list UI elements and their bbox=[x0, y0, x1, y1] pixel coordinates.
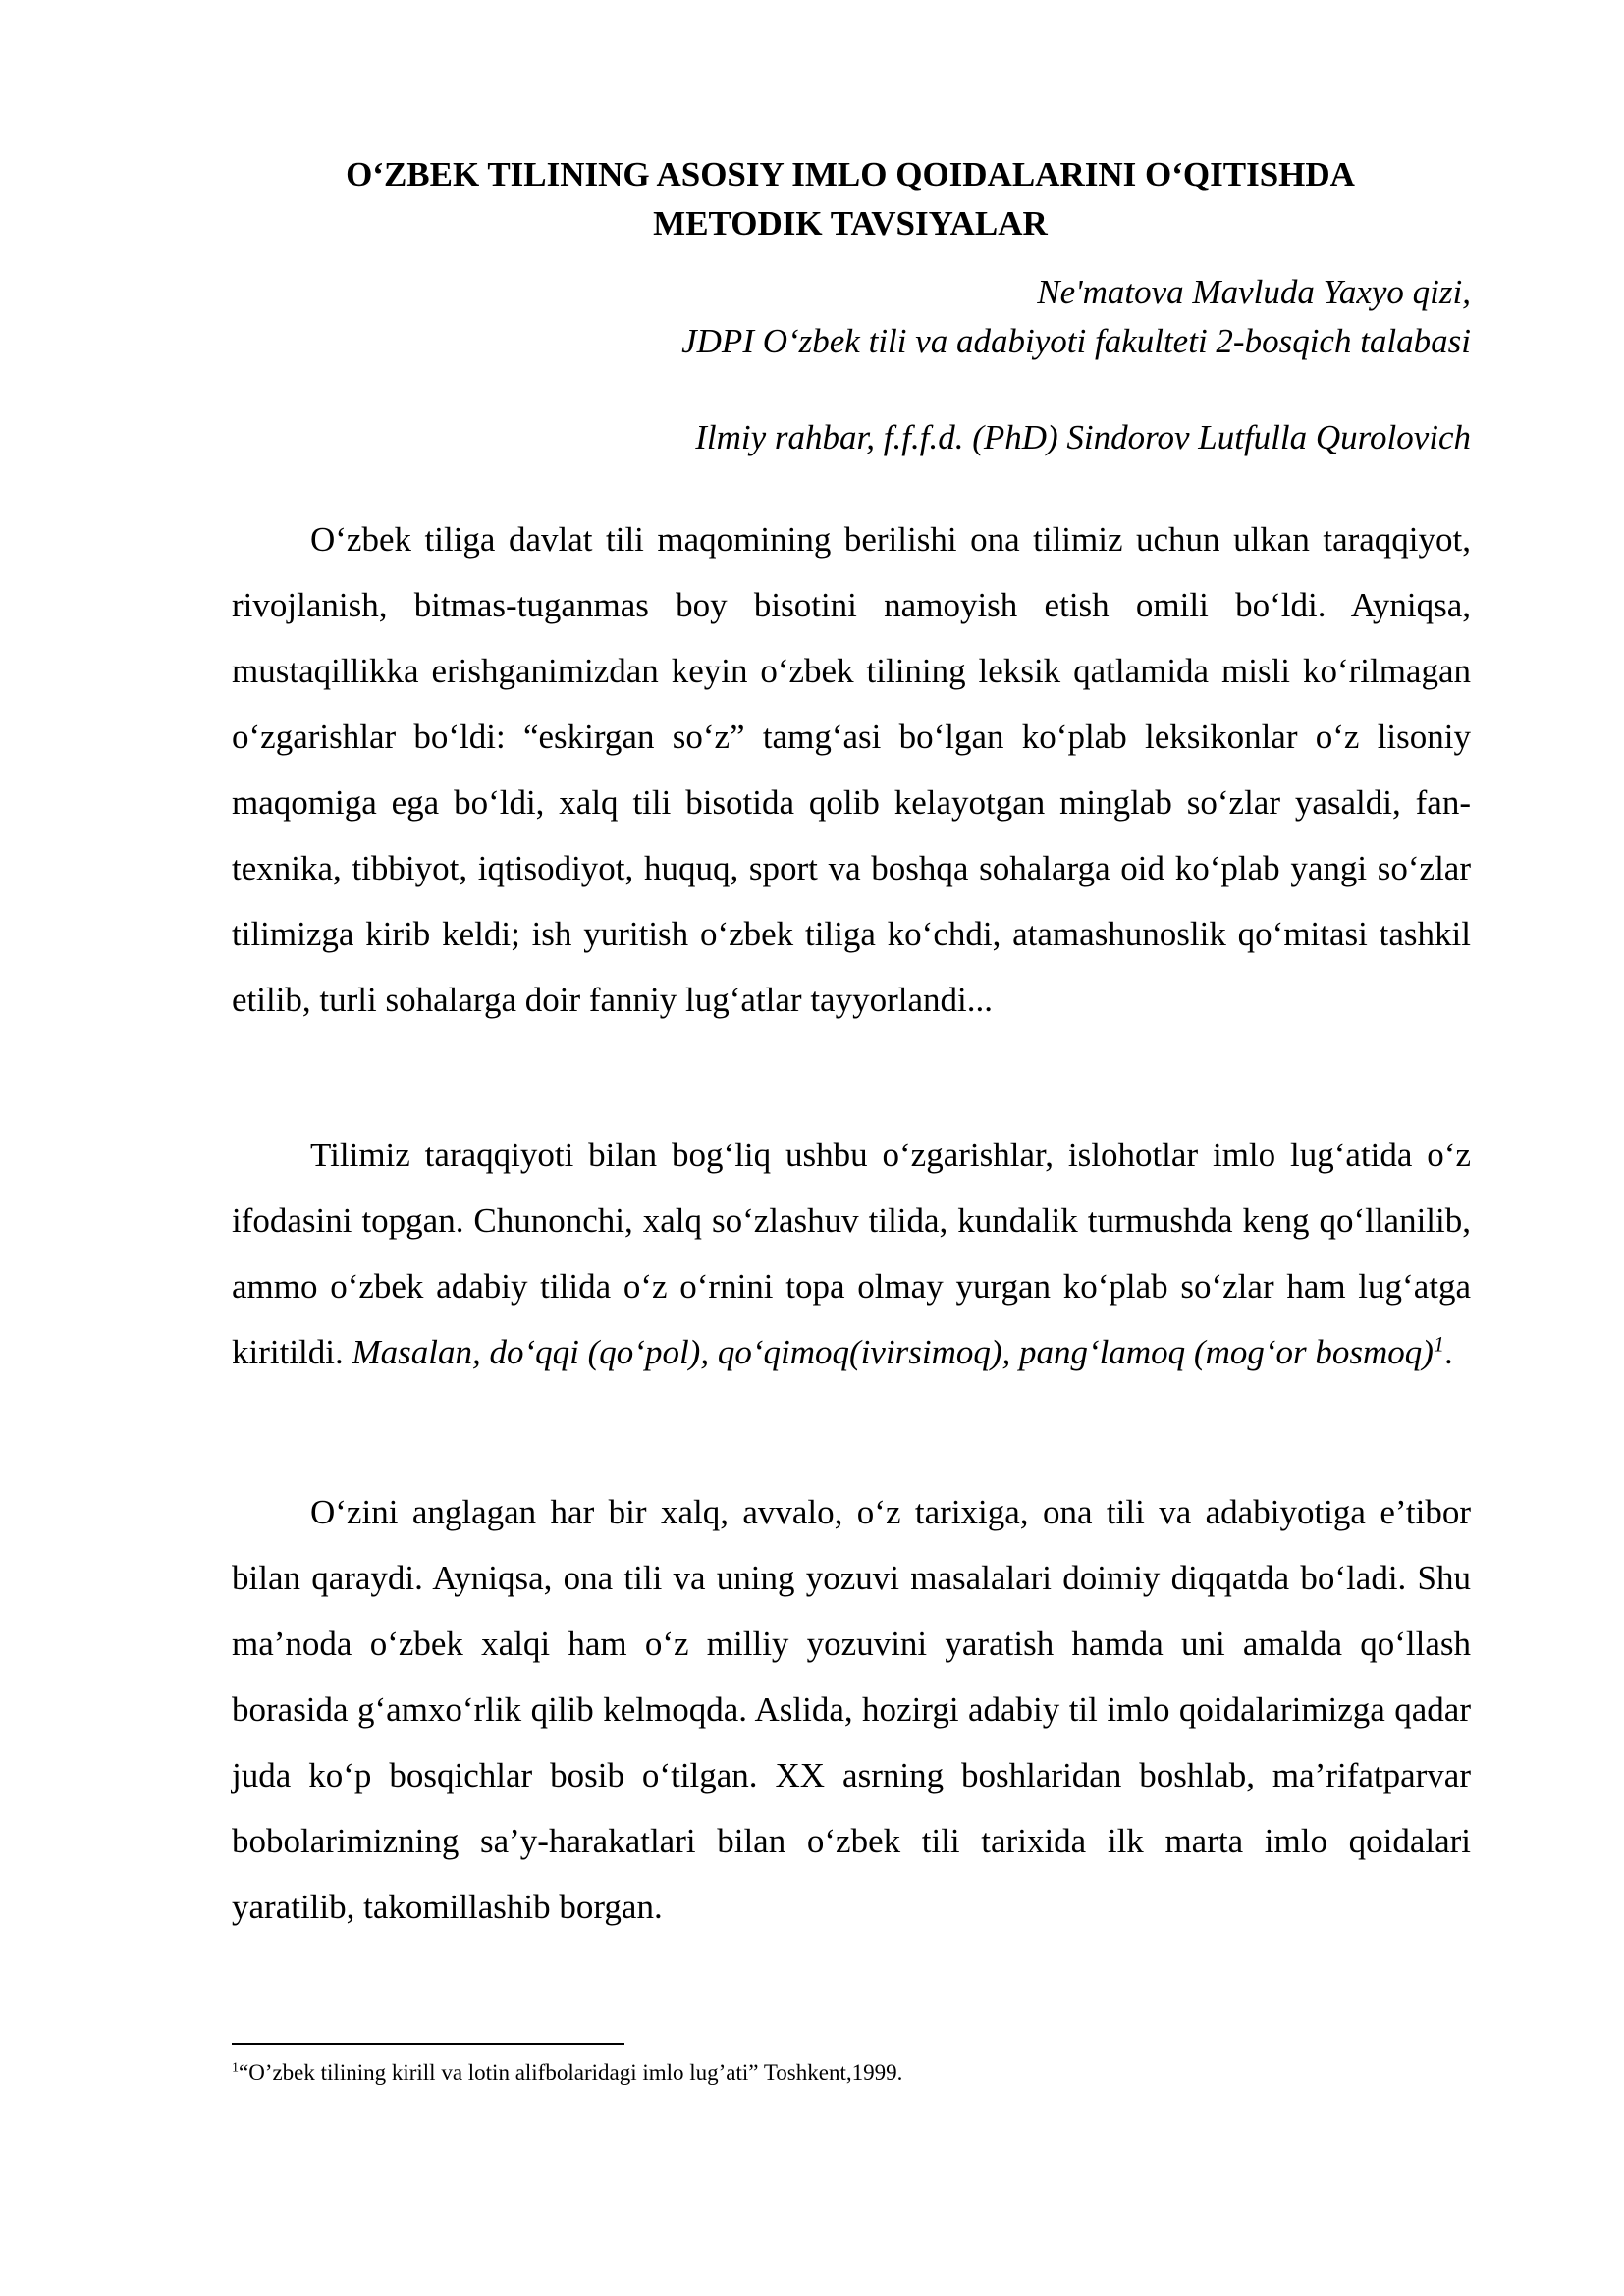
author-affiliation: JDPI O‘zbek tili va adabiyoti fakulteti 2-bosqich talabasi bbox=[681, 322, 1471, 360]
paragraph-1: O‘zbek tiliga davlat tili maqomining berilishi ona tilimiz uchun ulkan taraqqiyot, rivojlanish, bitmas-tuganmas boy bisotini namoyish etish omili bo‘ldi. Ayniqsa, mustaqillikka erishganimizdan keyin o‘zbek tilining leksik qatlamida misli ko‘rilmagan o‘zgarishlar bo‘ldi: “eskirgan so‘z” tamg‘asi bo‘lgan ko‘plab leksikonlar o‘z lisoniy maqomiga ega bo‘ldi, xalq tili bisotida qolib kelayotgan minglab so‘zlar yasaldi, fan-texnika, tibbiyot, iqtisodiyot, huquq, sport va boshqa sohalarga oid ko‘plab yangi so‘zlar tilimizga kirib keldi; ish yuritish o‘zbek tiliga ko‘chdi, atamashunoslik qo‘mitasi tashkil etilib, turli sohalarga doir fanniy lug‘atlar tayyorlandi... bbox=[232, 520, 1471, 1019]
document-title-line-2: METODIK TAVSIYALAR bbox=[653, 204, 1048, 242]
footnote-text: “O’zbek tilining kirill va lotin alifbolaridagi imlo lug’ati” Toshkent,1999. bbox=[239, 2060, 903, 2085]
scientific-supervisor: Ilmiy rahbar, f.f.f.d. (PhD) Sindorov Lutfulla Qurolovich bbox=[695, 418, 1471, 456]
footnote-reference[interactable]: 1 bbox=[1433, 1331, 1444, 1357]
document-title-line-1: O‘ZBEK TILINING ASOSIY IMLO QOIDALARINI O‘QITISHDA bbox=[346, 155, 1355, 193]
footnote-marker: 1 bbox=[232, 2060, 239, 2076]
footnote bbox=[232, 2058, 902, 2088]
paragraph-3: O‘zini anglagan har bir xalq, avvalo, o‘z tarixiga, ona tili va adabiyotiga e’tibor bilan qaraydi. Ayniqsa, ona tili va uning yozuvi masalalari doimiy diqqatda bo‘ladi. Shu ma’noda o‘zbek xalqi ham o‘z milliy yozuvini yaratish hamda uni amalda qo‘llash borasida g‘amxo‘rlik qilib kelmoqda. Aslida, hozirgi adabiy til imlo qoidalarimizga qadar juda ko‘p bosqichlar bosib o‘tilgan. XX asrning boshlaridan boshlab, ma’rifatparvar bobolarimizning sa’y-harakatlari bilan o‘zbek tili tarixida ilk marta imlo qoidalari yaratilib, takomillashib borgan. bbox=[232, 1493, 1471, 1926]
paragraph-2-end: . bbox=[1443, 1333, 1453, 1371]
paragraph-2-text: Tilimiz taraqqiyoti bilan bog‘liq ushbu o‘zgarishlar, islohotlar imlo lug‘atida o‘z ifodasini topgan. Chunonchi, xalq so‘zlashuv tilida, kundalik turmushda keng qo‘llanilib, ammo o‘zbek adabiy tilida o‘z o‘rnini topa olmay yurgan ko‘plab so‘zlar ham lug‘atga kiritildi. bbox=[232, 1136, 1471, 1371]
footnote-divider bbox=[232, 2043, 624, 2045]
paragraph-2 bbox=[232, 1122, 1471, 1385]
author-name: Ne'matova Mavluda Yaxyo qizi, bbox=[1037, 273, 1471, 311]
paragraph-2-examples: Masalan, do‘qqi (qo‘pol), qo‘qimoq(ivirsimoq), pang‘lamoq (mog‘or bosmoq) bbox=[352, 1333, 1434, 1371]
